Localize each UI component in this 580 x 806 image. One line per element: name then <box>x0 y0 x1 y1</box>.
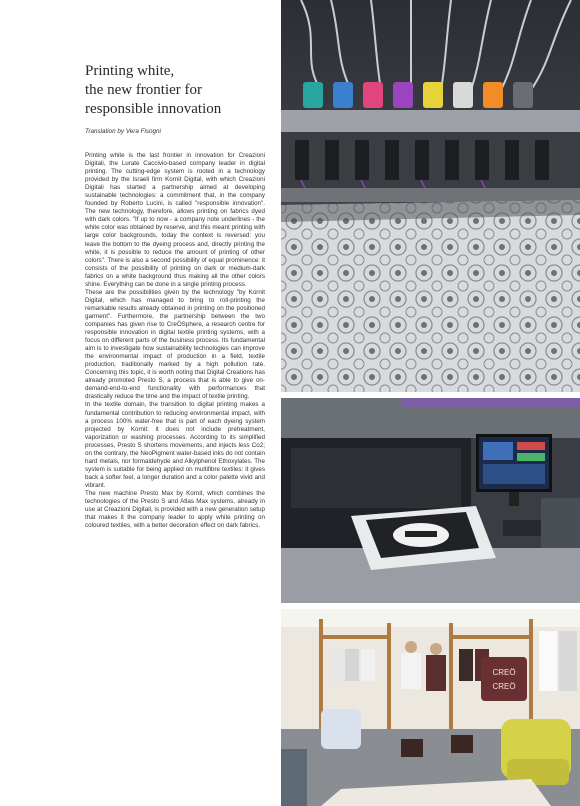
column-gutter <box>272 0 280 806</box>
article-title <box>85 62 265 119</box>
title-line: Printing white, <box>85 63 175 79</box>
printer-photo-icon <box>281 0 580 392</box>
paragraph: The new machine Presto Max by Kornit, which combines the technologies of the Presto S and Atlas Max systems, already in use at Creazioni Digitali, is provided with a new generation setup that makes it the company leader to apply white printing on coloured textiles, with a better decoration effect on dark fabrics. <box>85 489 265 530</box>
store-display-photo-icon <box>281 609 580 806</box>
title-line: responsible innovation <box>85 101 222 117</box>
machine-photo <box>281 398 580 603</box>
shirt-label: CREÖ <box>492 668 516 677</box>
translator-credit: Translation by Vera Fisogni <box>85 128 161 135</box>
paragraph: These are the possibilities given by the technology "by Kornit Digital, which has managed to bring to roll-printing the remarkable results already obtained in printing on the positioned garment". Furthermore, the partnership between the two companies has given rise to CreÖSphere, a research centre for responsible innovation in digital textile printing systems, with a focus on different parts of the business process. Its fundamental aim is to investigate how sustainability technologies can improve the environmental impact of production in a field, textile production, traditionally marked by a high pollution rate. Concerning this topic, it is worth noting that Digital Creations has already promoted Presto S, a process that is able to give on-demand-end-to-end functionality with performances that drastically reduce the time and the impact of textile printing. <box>85 288 265 401</box>
store-photo <box>281 609 580 806</box>
printer-photo <box>281 0 580 392</box>
shirt-label: CREÖ <box>492 682 516 691</box>
article-body <box>85 152 265 530</box>
article-column <box>0 0 272 806</box>
title-line: the new frontier for <box>85 82 203 98</box>
paragraph: In the textile domain, the transition to digital printing makes a fundamental contribution to reducing environmental impact, with a process 100% water-free that is part of each dyeing system projected by Kornit: it does not include pretreatment, vaporization or washing processes. According to its simplified processes, Presto S shortens movements, and injects less Co2; on the contrary, the NeoPigment water-based inks do not contain hard metals, nor formaldehyde and Alkylphenol Ethoxylates. The system is suitable for being applied on multifibre textiles: it gives back a softer feel, a longer duration and a color palette vivid and vibrant. <box>85 401 265 489</box>
print-machine-photo-icon <box>281 398 580 603</box>
paragraph: Printing white is the last frontier in innovation for Creazioni Digitali, the Lurate Caccivio-based company leader in digital printing. The cutting-edge system is rooted in a technology provided by the Israeli firm Kornit Digital, with which Creazioni Digitali has started a partnership aimed at developing sustainable technologies: a commitment that, in the company founded by Roberto Lucini, is called "responsible innovation". The new technology, therefore, allows printing on fabrics dyed with dark colors. "If up to now - a company note underlines - the white color was obtained by reserve, and this meant printing with large color backgrounds, today the context is reversed: you leave the bottom to the dyeing process and, directly printing the white, it is possible to reduce the amount of printing of other colors". There is also a second possibility of equal prominence: it consists of the possibility of printing on dark or medium-dark fabrics on a white background thus making all the other colors shine. Everything can be done in a single printing process. <box>85 152 265 288</box>
